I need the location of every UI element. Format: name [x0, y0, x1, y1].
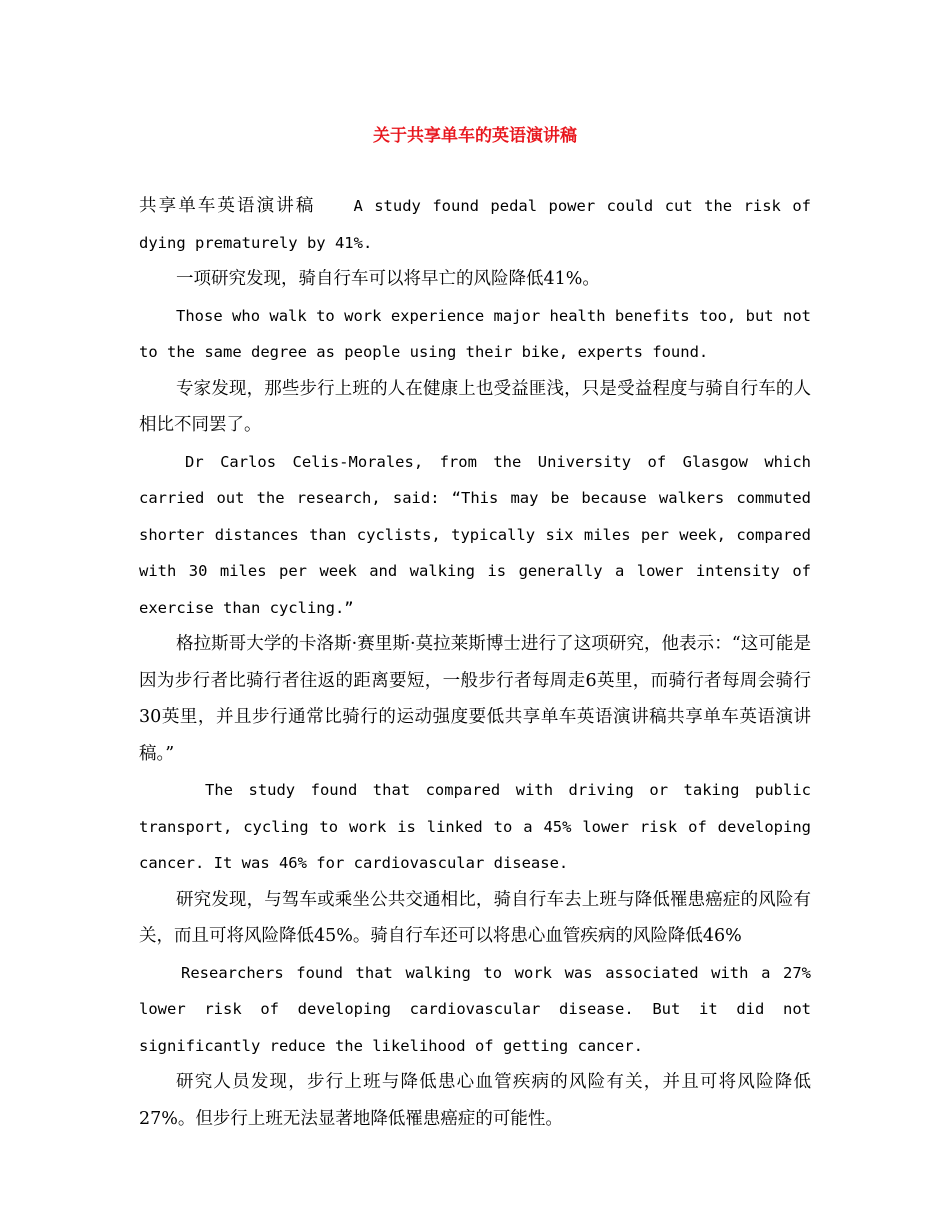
- paragraph-10: 研究人员发现，步行上班与降低患心血管疾病的风险有关，并且可将风险降低27%。但步行上班无法显著地降低罹患癌症的可能性。: [139, 1072, 811, 1129]
- paragraph-1: [139, 188, 811, 261]
- paragraph-3: Those who walk to work experience major health benefits too, but not to the same degree as people using their bike, experts found.: [139, 306, 811, 361]
- paragraph-1-text: A study found pedal power could cut the risk of dying prematurely by 41%.: [139, 197, 811, 252]
- paragraph-2: 一项研究发现，骑自行车可以将早亡的风险降低41%。: [176, 269, 600, 289]
- paragraph-8: 研究发现，与驾车或乘坐公共交通相比，骑自行车去上班与降低罹患癌症的风险有关，而且可将风险降低45%。骑自行车还可以将患心血管疾病的风险降低46%: [139, 889, 811, 946]
- document-body: [139, 188, 811, 1137]
- paragraph-1-lead: 共享单车英语演讲稿: [139, 196, 316, 216]
- paragraph-6: 格拉斯哥大学的卡洛斯·赛里斯·莫拉莱斯博士进行了这项研究，他表示：“这可能是因为步行者比骑行者往返的距离要短，一般步行者每周走6英里，而骑行者每周会骑行30英里，并且步行通常比骑行的运动强度要低共享单车英语演讲稿共享单车英语演讲稿。”: [139, 634, 811, 764]
- paragraph-9: Researchers found that walking to work was associated with a 27% lower risk of developing cardiovascular disease. But it did not significantly reduce the likelihood of getting cancer.: [139, 963, 811, 1055]
- paragraph-4: 专家发现，那些步行上班的人在健康上也受益匪浅，只是受益程度与骑自行车的人相比不同罢了。: [139, 378, 811, 435]
- paragraph-5: Dr Carlos Celis-Morales, from the University of Glasgow which carried out the research, said: “This may be because walkers commuted shorter distances than cyclists, typically six miles per week, compared with 30 miles per week and walking is generally a lower intensity of exercise than cycling.”: [139, 452, 811, 617]
- document-title: 关于共享单车的英语演讲稿: [373, 126, 577, 146]
- paragraph-7: The study found that compared with driving or taking public transport, cycling to work is linked to a 45% lower risk of developing cancer. It was 46% for cardiovascular disease.: [139, 781, 811, 872]
